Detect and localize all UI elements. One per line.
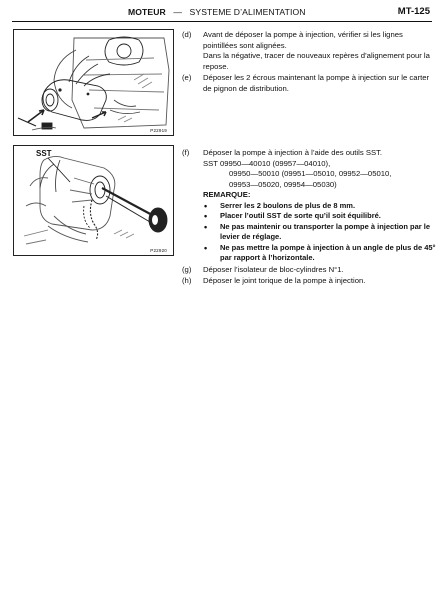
step-text-extra: Dans la négative, tracer de nouveaux repères d’alignement pour la repose. <box>203 51 430 71</box>
engine-illustration <box>14 30 173 135</box>
section-name: MOTEUR <box>128 7 166 17</box>
step-text: Déposer l’isolateur de bloc-cylindres N°1. <box>203 265 344 274</box>
sst-line: 09953—05020, 09954—05030) <box>229 179 337 189</box>
note-title: REMARQUE: <box>203 190 251 200</box>
sst-line: 09950—50010 (09951—05010, 09952—05010, <box>229 169 392 179</box>
subsection-name: SYSTEME D’ALIMENTATION <box>189 7 306 17</box>
figure-sst-removal <box>13 145 174 256</box>
sst-line: SST 09950—40010 (09957—04010), <box>203 158 331 168</box>
note-list <box>203 201 439 263</box>
page-header <box>12 6 432 22</box>
sst-label: SST <box>36 149 52 158</box>
figure-id: P22920 <box>150 248 167 253</box>
step-letter: (h) <box>182 276 192 285</box>
step-text <box>203 148 439 263</box>
step-letter: (d) <box>182 30 192 39</box>
header-rule <box>12 21 432 22</box>
step-letter: (f) <box>182 148 190 157</box>
title-separator: — <box>173 7 183 17</box>
figure-pump-alignment <box>13 29 174 136</box>
section-title <box>128 7 306 17</box>
step-letter: (g) <box>182 265 192 274</box>
sst-illustration <box>14 146 173 255</box>
step-text-main: Avant de déposer la pompe à injection, vérifier si les lignes pointillées sont alignées. <box>203 30 403 50</box>
step-letter: (e) <box>182 73 192 82</box>
step-text: Déposer le joint torique de la pompe à injection. <box>203 276 366 285</box>
note-item: • Ne pas maintenir ou transporter la pompe à injection par le levier de réglage. <box>203 222 439 243</box>
step-text: Déposer les 2 écrous maintenant la pompe à injection sur le carter de pignon de distribution. <box>203 73 430 93</box>
note-item: • Placer l’outil SST de sorte qu’il soit équilibré. <box>203 211 439 221</box>
step-text <box>203 30 439 72</box>
note-item: • Ne pas mettre la pompe à injection à un angle de plus de 45° par rapport à l’horizontale. <box>203 243 439 264</box>
step-text-main: Déposer la pompe à injection à l’aide des outils SST. <box>203 148 383 157</box>
note-item: • Serrer les 2 boulons de plus de 8 mm. <box>203 201 439 211</box>
figure-id: P22919 <box>150 128 167 133</box>
page-number: MT-125 <box>397 6 430 17</box>
